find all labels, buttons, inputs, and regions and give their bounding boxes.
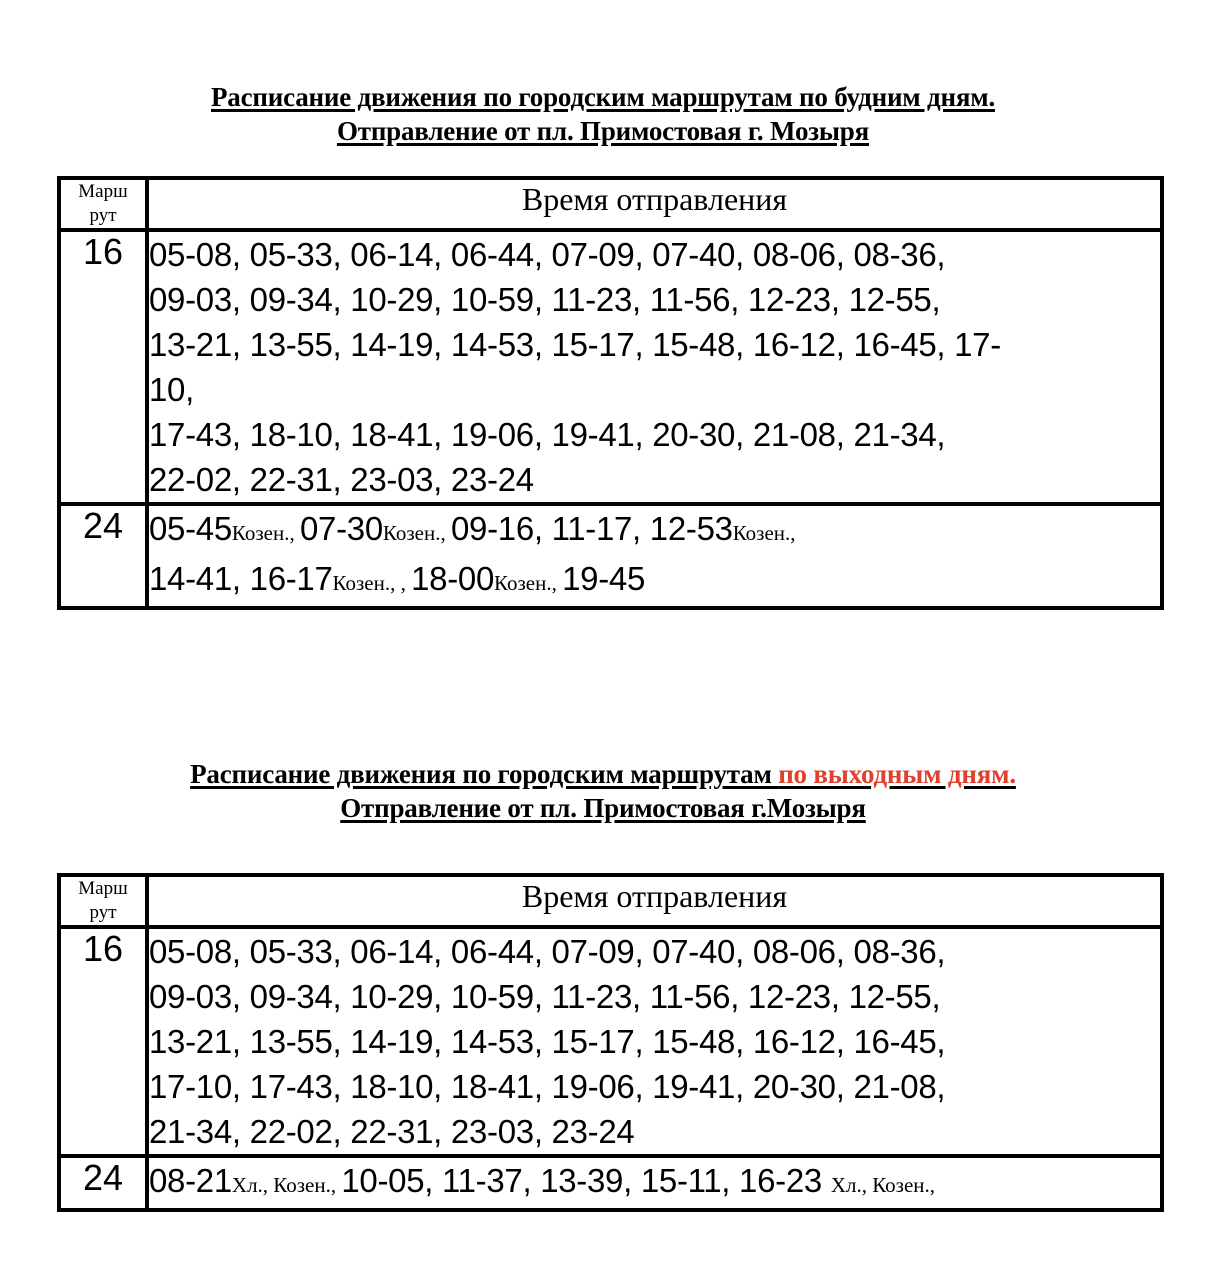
time-group: 08-21: [149, 1162, 232, 1199]
table-header-row: [59, 875, 1162, 927]
times-line: [149, 412, 1160, 457]
table-row: [59, 230, 1162, 504]
times-line: [149, 232, 1160, 277]
weekday-title-text-2: Отправление от пл. Примостовая г. Мозыря: [336, 116, 870, 146]
route-number-cell: 16: [59, 927, 147, 1156]
weekend-title-text-1-black: Расписание движения по городским маршрутам: [190, 759, 779, 789]
header-route-cell: [59, 875, 147, 927]
times-line: [149, 556, 1160, 606]
time-group: 21-34, 22-02, 22-31, 23-03, 23-24: [149, 1113, 635, 1150]
stop-note: Хл., Козен.,: [231, 1173, 342, 1197]
stop-note: Козен.,: [382, 521, 451, 545]
route-number-cell: 24: [59, 1156, 147, 1210]
time-group: 07-30: [299, 510, 383, 547]
header-route-label-line2: рут: [89, 205, 117, 226]
departure-times-cell: [147, 230, 1162, 504]
stop-note: Козен., ,: [332, 571, 412, 595]
header-route-cell: [59, 178, 147, 230]
time-group: 17-43, 18-10, 18-41, 19-06, 19-41, 20-30, 21-08, 21-34,: [149, 416, 946, 453]
weekday-title-line-1: [0, 80, 1206, 114]
times-line: [149, 457, 1160, 502]
weekday-title-block: [0, 80, 1206, 148]
stop-note: Козен.,: [231, 521, 300, 545]
time-group: 05-45: [149, 510, 232, 547]
weekday-schedule-table: [57, 176, 1164, 610]
times-line: [149, 1109, 1160, 1154]
time-group: 10,: [149, 371, 194, 408]
time-group: 05-08, 05-33, 06-14, 06-44, 07-09, 07-40, 08-06, 08-36,: [149, 933, 946, 970]
times-line: [149, 322, 1160, 367]
table-header-row: [59, 178, 1162, 230]
header-route-label-line2: рут: [89, 902, 117, 923]
stop-note: Козен.,: [732, 521, 796, 545]
times-line: [149, 974, 1160, 1019]
time-group: 22-02, 22-31, 23-03, 23-24: [149, 461, 534, 498]
stop-note: Хл., Козен.,: [830, 1173, 936, 1197]
time-group: 09-03, 09-34, 10-29, 10-59, 11-23, 11-56, 12-23, 12-55,: [149, 281, 941, 318]
time-group: 13-21, 13-55, 14-19, 14-53, 15-17, 15-48, 16-12, 16-45,: [149, 1023, 946, 1060]
header-route-label-line1: Марш: [78, 878, 128, 899]
times-line: [149, 1019, 1160, 1064]
route-number-cell: 24: [59, 504, 147, 608]
header-times-cell: Время отправления: [147, 178, 1162, 230]
times-line: [149, 1064, 1160, 1109]
departure-times-cell: [147, 1156, 1162, 1210]
time-group: 18-00: [411, 560, 495, 597]
times-line: [149, 1158, 1160, 1208]
departure-times-cell: [147, 504, 1162, 608]
time-group: 19-45: [562, 560, 646, 597]
table-row: [59, 927, 1162, 1156]
weekend-title-text-1-red: по выходным дням.: [778, 759, 1016, 789]
table-row: [59, 504, 1162, 608]
time-group: 14-41, 16-17: [149, 560, 333, 597]
weekday-title-line-2: [0, 114, 1206, 148]
time-group: 10-05, 11-37, 13-39, 15-11, 16-23: [341, 1162, 831, 1199]
stop-note: Козен.,: [494, 571, 563, 595]
times-line: [149, 929, 1160, 974]
time-group: 05-08, 05-33, 06-14, 06-44, 07-09, 07-40, 08-06, 08-36,: [149, 236, 946, 273]
departure-times-cell: [147, 927, 1162, 1156]
time-group: 13-21, 13-55, 14-19, 14-53, 15-17, 15-48, 16-12, 16-45, 17-: [149, 326, 1001, 363]
time-group: 09-03, 09-34, 10-29, 10-59, 11-23, 11-56, 12-23, 12-55,: [149, 978, 941, 1015]
weekend-title-line-2: [0, 791, 1206, 825]
route-number-cell: 16: [59, 230, 147, 504]
times-line: [149, 277, 1160, 322]
table-row: [59, 1156, 1162, 1210]
weekend-title-line-1: [0, 757, 1206, 791]
header-times-cell: Время отправления: [147, 875, 1162, 927]
time-group: 17-10, 17-43, 18-10, 18-41, 19-06, 19-41, 20-30, 21-08,: [149, 1068, 946, 1105]
time-group: 09-16, 11-17, 12-53: [450, 510, 733, 547]
weekday-title-text-1: Расписание движения по городским маршрутам по будним дням.: [210, 82, 996, 112]
header-route-label-line1: Марш: [78, 181, 128, 202]
weekend-title-text-2: Отправление от пл. Примостовая г.Мозыря: [340, 793, 866, 823]
times-line: [149, 367, 1160, 412]
weekend-schedule-table: [57, 873, 1164, 1212]
times-line: [149, 506, 1160, 556]
weekend-title-block: [0, 757, 1206, 825]
